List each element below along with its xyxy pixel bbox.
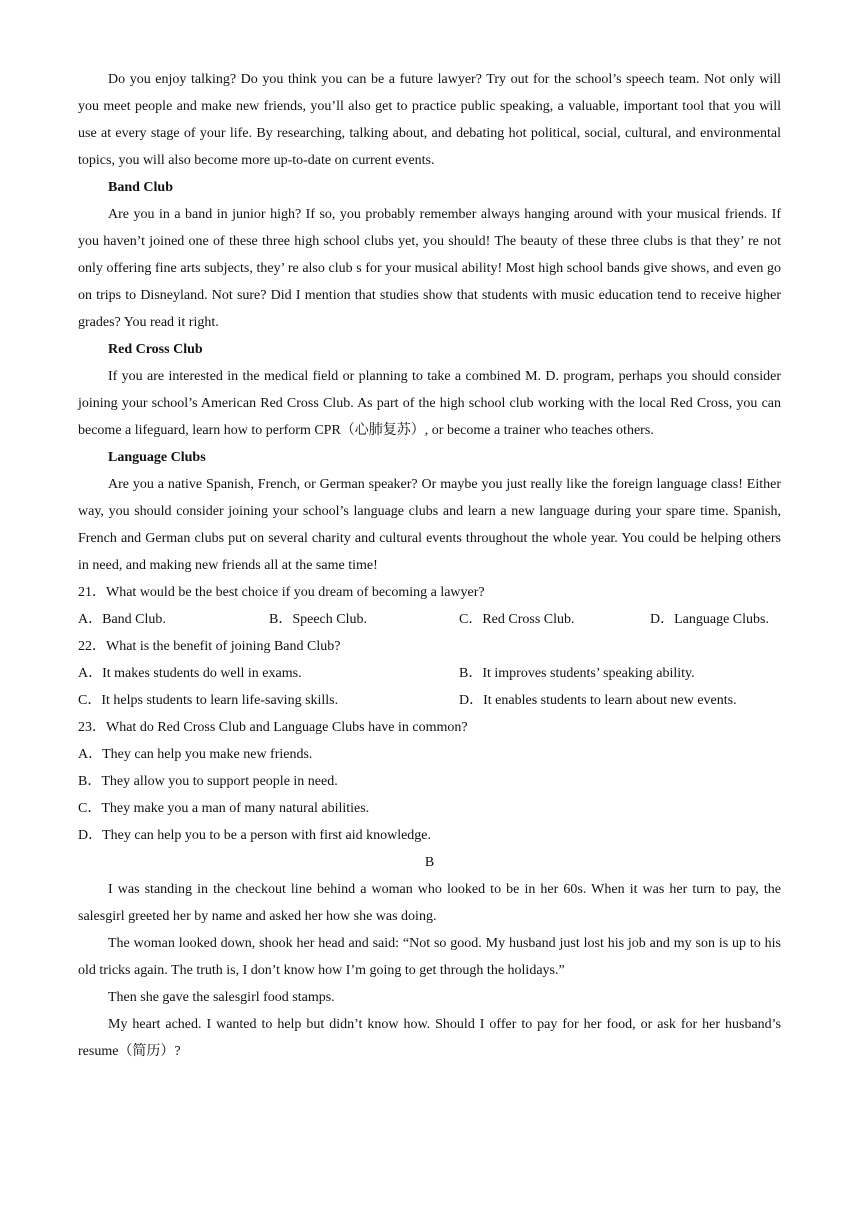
section-b-paragraph-1: I was standing in the checkout line behind a woman who looked to be in her 60s. When it was her turn to pay, the salesgirl greeted her by name and asked her how she was doing. xyxy=(78,882,781,924)
q23-option-d-row xyxy=(78,822,781,849)
section-b-paragraph-4: My heart ached. I wanted to help but didn’t know how. Should I offer to pay for her food, or ask for her husband’s resume（简历）? xyxy=(78,1017,781,1059)
question-22: 22．What is the benefit of joining Band Club? xyxy=(78,639,341,654)
section-b-paragraph-2: The woman looked down, shook her head and said: “Not so good. My husband just lost his job and my son is up to his old tricks again. The truth is, I don’t know how I’m going to get through the holidays.” xyxy=(78,936,781,978)
section-b-paragraph-3: Then she gave the salesgirl food stamps. xyxy=(108,990,335,1005)
q23-option-c[interactable]: C．They make you a man of many natural abilities. xyxy=(78,801,370,816)
question-22-options-row-2 xyxy=(78,687,781,714)
document-page xyxy=(78,66,781,1065)
question-22-options-row-1 xyxy=(78,660,781,687)
q21-option-b[interactable]: B．Speech Club. xyxy=(269,612,367,627)
band-club-heading: Band Club xyxy=(108,180,173,195)
red-cross-club-paragraph: If you are interested in the medical field or planning to take a combined M. D. program, perhaps you should consider joining your school’s American Red Cross Club. As part of the high school club working with the local Red Cross, you can become a lifeguard, learn how to perform CPR（心肺复苏）, or become a trainer who teaches others. xyxy=(78,369,781,438)
language-clubs-paragraph: Are you a native Spanish, French, or German speaker? Or maybe you just really like the foreign language class! Either way, you should consider joining your school’s language clubs and learn a new language during your spare time. Spanish, French and German clubs put on several charity and cultural events throughout the whole year. You could be helping others in need, and making new friends all at the same time! xyxy=(78,477,781,573)
red-cross-club-heading: Red Cross Club xyxy=(108,342,203,357)
question-21-options xyxy=(78,606,781,633)
q23-option-a[interactable]: A．They can help you make new friends. xyxy=(78,747,313,762)
speech-team-paragraph: Do you enjoy talking? Do you think you can be a future lawyer? Try out for the school’s speech team. Not only will you meet people and make new friends, you’ll also get to practice public speaking, a valuable, important tool that you will use at every stage of your life. By researching, talking about, and debating hot political, social, cultural, and environmental topics, you will also become more up-to-date on current events. xyxy=(78,72,781,168)
q23-option-b-row xyxy=(78,768,781,795)
q21-option-a[interactable]: A．Band Club. xyxy=(78,612,166,627)
q22-option-b[interactable]: B．It improves students’ speaking ability. xyxy=(459,666,695,681)
q23-option-b[interactable]: B．They allow you to support people in need. xyxy=(78,774,338,789)
q22-option-a[interactable]: A．It makes students do well in exams. xyxy=(78,666,302,681)
question-23: 23．What do Red Cross Club and Language Clubs have in common? xyxy=(78,720,468,735)
q23-option-d[interactable]: D．They can help you to be a person with first aid knowledge. xyxy=(78,828,432,843)
q21-option-c[interactable]: C．Red Cross Club. xyxy=(459,612,575,627)
q21-option-d[interactable]: D．Language Clubs. xyxy=(650,612,769,627)
q23-option-c-row xyxy=(78,795,781,822)
section-b-label: B xyxy=(424,855,435,870)
question-21: 21．What would be the best choice if you dream of becoming a lawyer? xyxy=(78,585,485,600)
q22-option-d[interactable]: D．It enables students to learn about new events. xyxy=(459,693,737,708)
band-club-paragraph: Are you in a band in junior high? If so, you probably remember always hanging around with your musical friends. If you haven’t joined one of these three high school clubs yet, you should! The beauty of these three clubs is that they’ re not only offering fine arts subjects, they’ re also club s for your musical ability! Most high school bands give shows, and even go on trips to Disneyland. Not sure? Did I mention that studies show that students with music education tend to receive higher grades? You read it right. xyxy=(78,207,781,330)
q23-option-a-row xyxy=(78,741,781,768)
q22-option-c[interactable]: C．It helps students to learn life-saving skills. xyxy=(78,693,339,708)
language-clubs-heading: Language Clubs xyxy=(108,450,206,465)
